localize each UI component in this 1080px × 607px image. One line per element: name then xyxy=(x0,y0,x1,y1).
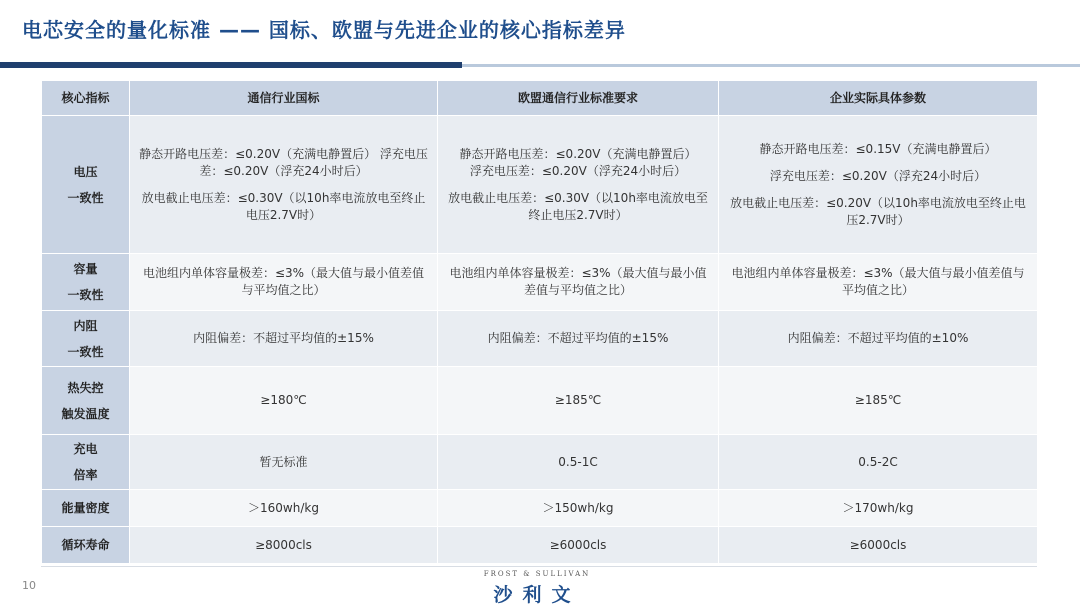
row-metric-capacity: 容量 一致性 xyxy=(42,254,130,311)
header-eu-standard: 欧盟通信行业标准要求 xyxy=(438,81,719,116)
page-title: 电芯安全的量化标准 —— 国标、欧盟与先进企业的核心指标差异 xyxy=(22,18,626,42)
cell-eu: 静态开路电压差：≤0.20V（充满电静置后） 浮充电压差：≤0.20V（浮充24小时后） 放电截止电压差：≤0.30V（以10h率电流放电至终止电压2.7V时） xyxy=(438,116,719,254)
cell-enterprise: 内阻偏差：不超过平均值的±10% xyxy=(719,311,1038,367)
row-metric-charge-rate: 充电 倍率 xyxy=(42,435,130,490)
cell-enterprise: 静态开路电压差：≤0.15V（充满电静置后） 浮充电压差：≤0.20V（浮充24小时后） 放电截止电压差：≤0.20V（以10h率电流放电至终止电压2.7V时） xyxy=(719,116,1038,254)
table-row xyxy=(42,254,1038,311)
table-header-row xyxy=(42,81,1038,116)
header-metric: 核心指标 xyxy=(42,81,130,116)
page-number: 10 xyxy=(22,579,36,592)
row-metric-resistance: 内阻 一致性 xyxy=(42,311,130,367)
frost-sullivan-logo xyxy=(472,570,602,607)
header-enterprise-params: 企业实际具体参数 xyxy=(719,81,1038,116)
table-row xyxy=(42,367,1038,435)
standards-comparison-table xyxy=(41,80,1038,564)
table-row xyxy=(42,527,1038,564)
cell-national: ＞160wh/kg xyxy=(130,490,438,527)
logo-chinese: 沙利文 xyxy=(493,584,581,606)
cell-national: ≥8000cls xyxy=(130,527,438,564)
cell-national: 静态开路电压差：≤0.20V（充满电静置后） 浮充电压差：≤0.20V（浮充24小时后） 放电截止电压差：≤0.30V（以10h率电流放电至终止电压2.7V时） xyxy=(130,116,438,254)
cell-eu: 0.5-1C xyxy=(438,435,719,490)
row-metric-thermal-runaway: 热失控 触发温度 xyxy=(42,367,130,435)
cell-enterprise: ＞170wh/kg xyxy=(719,490,1038,527)
table-row xyxy=(42,311,1038,367)
table-row xyxy=(42,435,1038,490)
row-metric-cycle-life: 循环寿命 xyxy=(42,527,130,564)
table-row xyxy=(42,116,1038,254)
header-national-standard: 通信行业国标 xyxy=(130,81,438,116)
cell-enterprise: ≥185℃ xyxy=(719,367,1038,435)
cell-national: 电池组内单体容量极差：≤3%（最大值与最小值差值与平均值之比） xyxy=(130,254,438,311)
cell-national: ≥180℃ xyxy=(130,367,438,435)
cell-enterprise: ≥6000cls xyxy=(719,527,1038,564)
row-metric-energy-density: 能量密度 xyxy=(42,490,130,527)
cell-national: 内阻偏差：不超过平均值的±15% xyxy=(130,311,438,367)
title-underline-dark xyxy=(0,62,462,68)
cell-national: 暂无标准 xyxy=(130,435,438,490)
footer-divider xyxy=(41,566,1037,567)
cell-eu: 内阻偏差：不超过平均值的±15% xyxy=(438,311,719,367)
row-metric-voltage: 电压 一致性 xyxy=(42,116,130,254)
cell-eu: ≥185℃ xyxy=(438,367,719,435)
cell-eu: ＞150wh/kg xyxy=(438,490,719,527)
cell-enterprise: 0.5-2C xyxy=(719,435,1038,490)
logo-english: FROST & SULLIVAN xyxy=(483,570,591,578)
cell-eu: 电池组内单体容量极差：≤3%（最大值与最小值差值与平均值之比） xyxy=(438,254,719,311)
title-underline-light xyxy=(462,64,1080,67)
cell-enterprise: 电池组内单体容量极差：≤3%（最大值与最小值差值与平均值之比） xyxy=(719,254,1038,311)
cell-eu: ≥6000cls xyxy=(438,527,719,564)
table-row xyxy=(42,490,1038,527)
